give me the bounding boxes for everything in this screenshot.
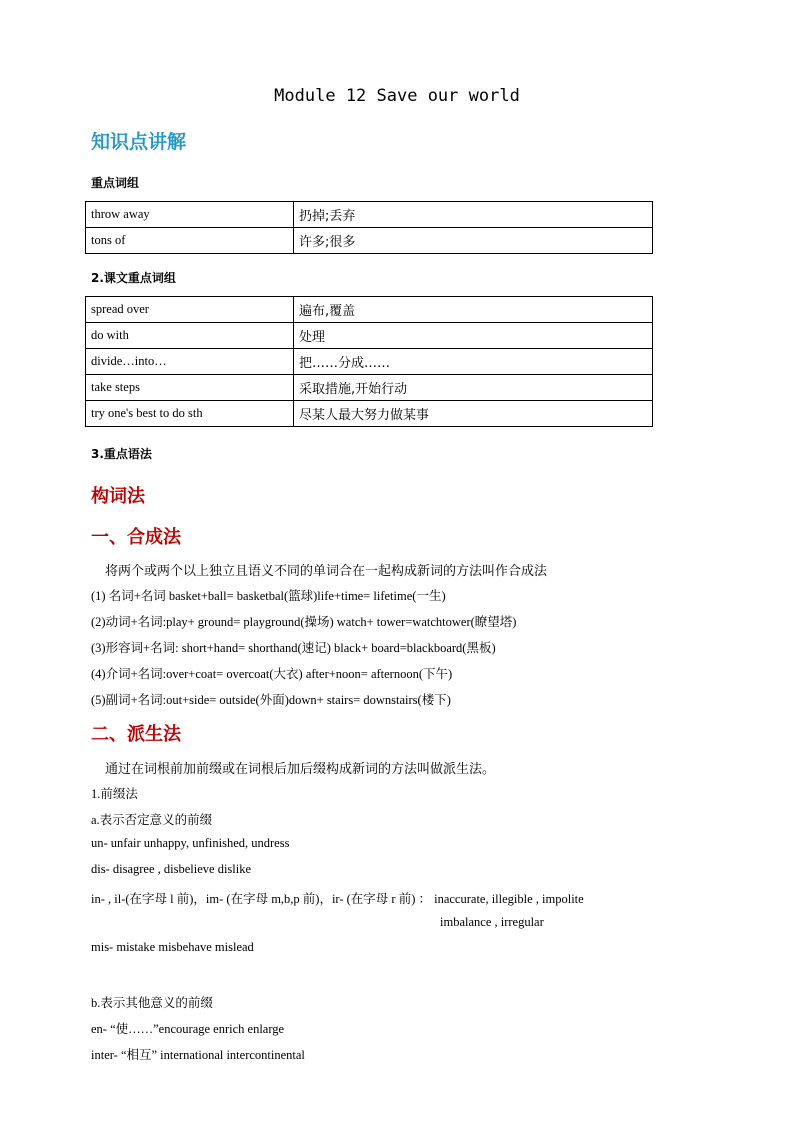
section-heading-knowledge: 知识点讲解 [91,131,187,153]
compound-heading: 一、合成法 [91,527,181,548]
prefix-example-line: dis- disagree , disbelieve dislike [91,862,252,876]
phrase-cn: 把……分成…… [294,349,653,375]
compound-item: (1) 名词+名词 basket+ball= basketbal(篮球)life+time= lifetime(一生) [91,589,446,603]
key-phrases-heading: 重点词组 [91,176,140,190]
word-formation-heading: 构词法 [91,486,145,507]
phrase-cn: 遍布,覆盖 [294,297,653,323]
phrase-en: throw away [86,202,294,228]
phrase-en: tons of [86,228,294,254]
derivation-heading: 二、派生法 [91,724,181,745]
table-row [86,323,653,349]
table-row [86,349,653,375]
table-row [86,401,653,427]
phrase-en: try one's best to do sth [86,401,294,427]
phrase-cn: 采取措施,开始行动 [294,375,653,401]
table-row [86,202,653,228]
page-title: Module 12 Save our world [274,86,520,106]
phrase-cn: 扔掉;丢弃 [294,202,653,228]
compound-item: (5)副词+名词:out+side= outside(外面)down+ stairs= downstairs(楼下) [91,693,451,707]
prefix-example-line: in- , il-(在字母 l 前)，im- (在字母 m,b,p 前)，ir- (在字母 r 前) ： inaccurate, illegible , impolite [91,892,584,906]
compound-item: (2)动词+名词:play+ ground= playground(操场) watch+ tower=watchtower(瞭望塔) [91,615,517,629]
table-row [86,297,653,323]
prefix-example-line: en- “使……”encourage enrich enlarge [91,1022,285,1036]
compound-intro: 将两个或两个以上独立且语义不同的单词合在一起构成新词的方法叫作合成法 [105,564,548,579]
prefix-example-line: imbalance , irregular [440,915,544,929]
table-row [86,228,653,254]
prefix-example-line: inter- “相互” international intercontinental [91,1048,305,1062]
prefix-example-line: un- unfair unhappy, unfinished, undress [91,836,290,850]
grammar-heading: 3.重点语法 [91,447,152,461]
negative-prefix-heading: a.表示否定意义的前缀 [91,813,213,827]
other-prefix-heading: b.表示其他意义的前缀 [91,996,213,1010]
compound-item: (3)形容词+名词: short+hand= shorthand(速记) black+ board=blackboard(黑板) [91,641,496,655]
text-phrases-table [85,296,653,427]
phrase-cn: 许多;很多 [294,228,653,254]
prefix-example-line: mis- mistake misbehave mislead [91,940,254,954]
phrase-cn: 处理 [294,323,653,349]
compound-item: (4)介词+名词:over+coat= overcoat(大衣) after+noon= afternoon(下午) [91,667,453,681]
phrase-en: divide…into… [86,349,294,375]
phrase-cn: 尽某人最大努力做某事 [294,401,653,427]
derivation-intro: 通过在词根前加前缀或在词根后加后缀构成新词的方法叫做派生法。 [105,762,496,777]
text-phrases-heading: 2.课文重点词组 [91,271,176,285]
phrase-en: spread over [86,297,294,323]
table-row [86,375,653,401]
phrase-en: take steps [86,375,294,401]
key-phrases-table [85,201,653,254]
phrase-en: do with [86,323,294,349]
prefix-heading: 1.前缀法 [91,787,138,801]
